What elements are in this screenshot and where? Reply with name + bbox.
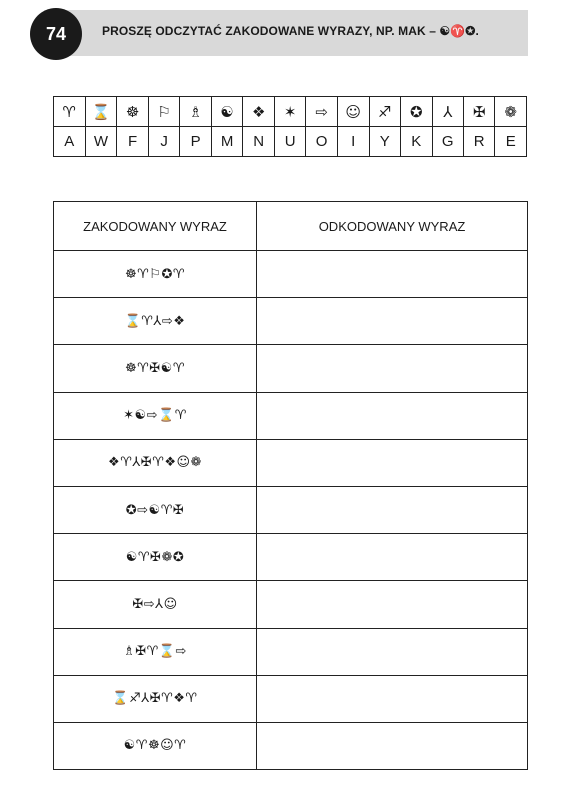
cipher-letter: W [85, 127, 117, 157]
cipher-letter: U [274, 127, 305, 157]
cipher-symbol: ⅄ [432, 97, 463, 127]
worksheet-header-row [54, 202, 528, 251]
cipher-symbol: ❖ [243, 97, 275, 127]
worksheet-row [54, 251, 528, 298]
decoded-word-answer-cell[interactable] [257, 251, 528, 298]
coded-word: ⌛♐⅄✠♈❖♈ [54, 675, 257, 722]
coded-word: ☸♈✠☯♈ [54, 345, 257, 392]
cipher-letter: I [337, 127, 369, 157]
decoded-word-answer-cell[interactable] [257, 534, 528, 581]
coded-word: ☯♈✠❁✪ [54, 534, 257, 581]
coded-word: ♗✠♈⌛⇨ [54, 628, 257, 675]
decoded-word-answer-cell[interactable] [257, 439, 528, 486]
worksheet-row [54, 581, 528, 628]
cipher-symbol: ♐ [369, 97, 401, 127]
coded-word: ☯♈☸☺♈ [54, 722, 257, 769]
cipher-letter: R [463, 127, 494, 157]
cipher-letter: K [401, 127, 432, 157]
coded-word: ✪⇨☯♈✠ [54, 486, 257, 533]
coded-word: ✶☯⇨⌛♈ [54, 392, 257, 439]
coded-word-column-header: ZAKODOWANY WYRAZ [54, 202, 257, 251]
decoded-word-answer-cell[interactable] [257, 675, 528, 722]
worksheet-row [54, 392, 528, 439]
cipher-symbol: ⚐ [148, 97, 180, 127]
cipher-letter-row [54, 127, 527, 157]
cipher-symbol: ✠ [463, 97, 494, 127]
decoded-word-column-header: ODKODOWANY WYRAZ [257, 202, 528, 251]
worksheet-row [54, 534, 528, 581]
worksheet-row [54, 439, 528, 486]
cipher-letter: E [495, 127, 527, 157]
cipher-key-table [53, 96, 527, 157]
decoded-word-answer-cell[interactable] [257, 298, 528, 345]
cipher-symbol: ☯ [211, 97, 243, 127]
cipher-letter: M [211, 127, 243, 157]
page-number-badge: 74 [30, 8, 82, 60]
cipher-symbol: ♈ [54, 97, 86, 127]
cipher-letter: P [180, 127, 212, 157]
cipher-symbol: ⇨ [306, 97, 337, 127]
worksheet-row [54, 628, 528, 675]
cipher-symbol-row [54, 97, 527, 127]
worksheet-row [54, 675, 528, 722]
worksheet-row [54, 486, 528, 533]
decoded-word-answer-cell[interactable] [257, 392, 528, 439]
decoded-word-answer-cell[interactable] [257, 628, 528, 675]
cipher-letter: J [148, 127, 180, 157]
coded-word: ✠⇨⅄☺ [54, 581, 257, 628]
cipher-letter: O [306, 127, 337, 157]
coded-word: ❖♈⅄✠♈❖☺❁ [54, 439, 257, 486]
decoded-word-answer-cell[interactable] [257, 581, 528, 628]
cipher-symbol: ☺ [337, 97, 369, 127]
cipher-symbol: ✪ [401, 97, 432, 127]
cipher-symbol: ☸ [117, 97, 149, 127]
worksheet-row [54, 722, 528, 769]
cipher-letter: F [117, 127, 149, 157]
cipher-letter: Y [369, 127, 401, 157]
decoded-word-answer-cell[interactable] [257, 722, 528, 769]
decoded-word-answer-cell[interactable] [257, 345, 528, 392]
cipher-letter: G [432, 127, 463, 157]
cipher-letter: A [54, 127, 86, 157]
coded-word: ☸♈⚐✪♈ [54, 251, 257, 298]
worksheet-table [53, 201, 528, 770]
cipher-symbol: ♗ [180, 97, 212, 127]
decoded-word-answer-cell[interactable] [257, 486, 528, 533]
worksheet-row [54, 298, 528, 345]
coded-word: ⌛♈⅄⇨❖ [54, 298, 257, 345]
cipher-letter: N [243, 127, 275, 157]
worksheet-row [54, 345, 528, 392]
cipher-symbol: ✶ [274, 97, 305, 127]
cipher-symbol: ⌛ [85, 97, 117, 127]
cipher-symbol: ❁ [495, 97, 527, 127]
instruction-text: PROSZĘ ODCZYTAĆ ZAKODOWANE WYRAZY, NP. MAK – ☯♈✪. [102, 24, 479, 38]
